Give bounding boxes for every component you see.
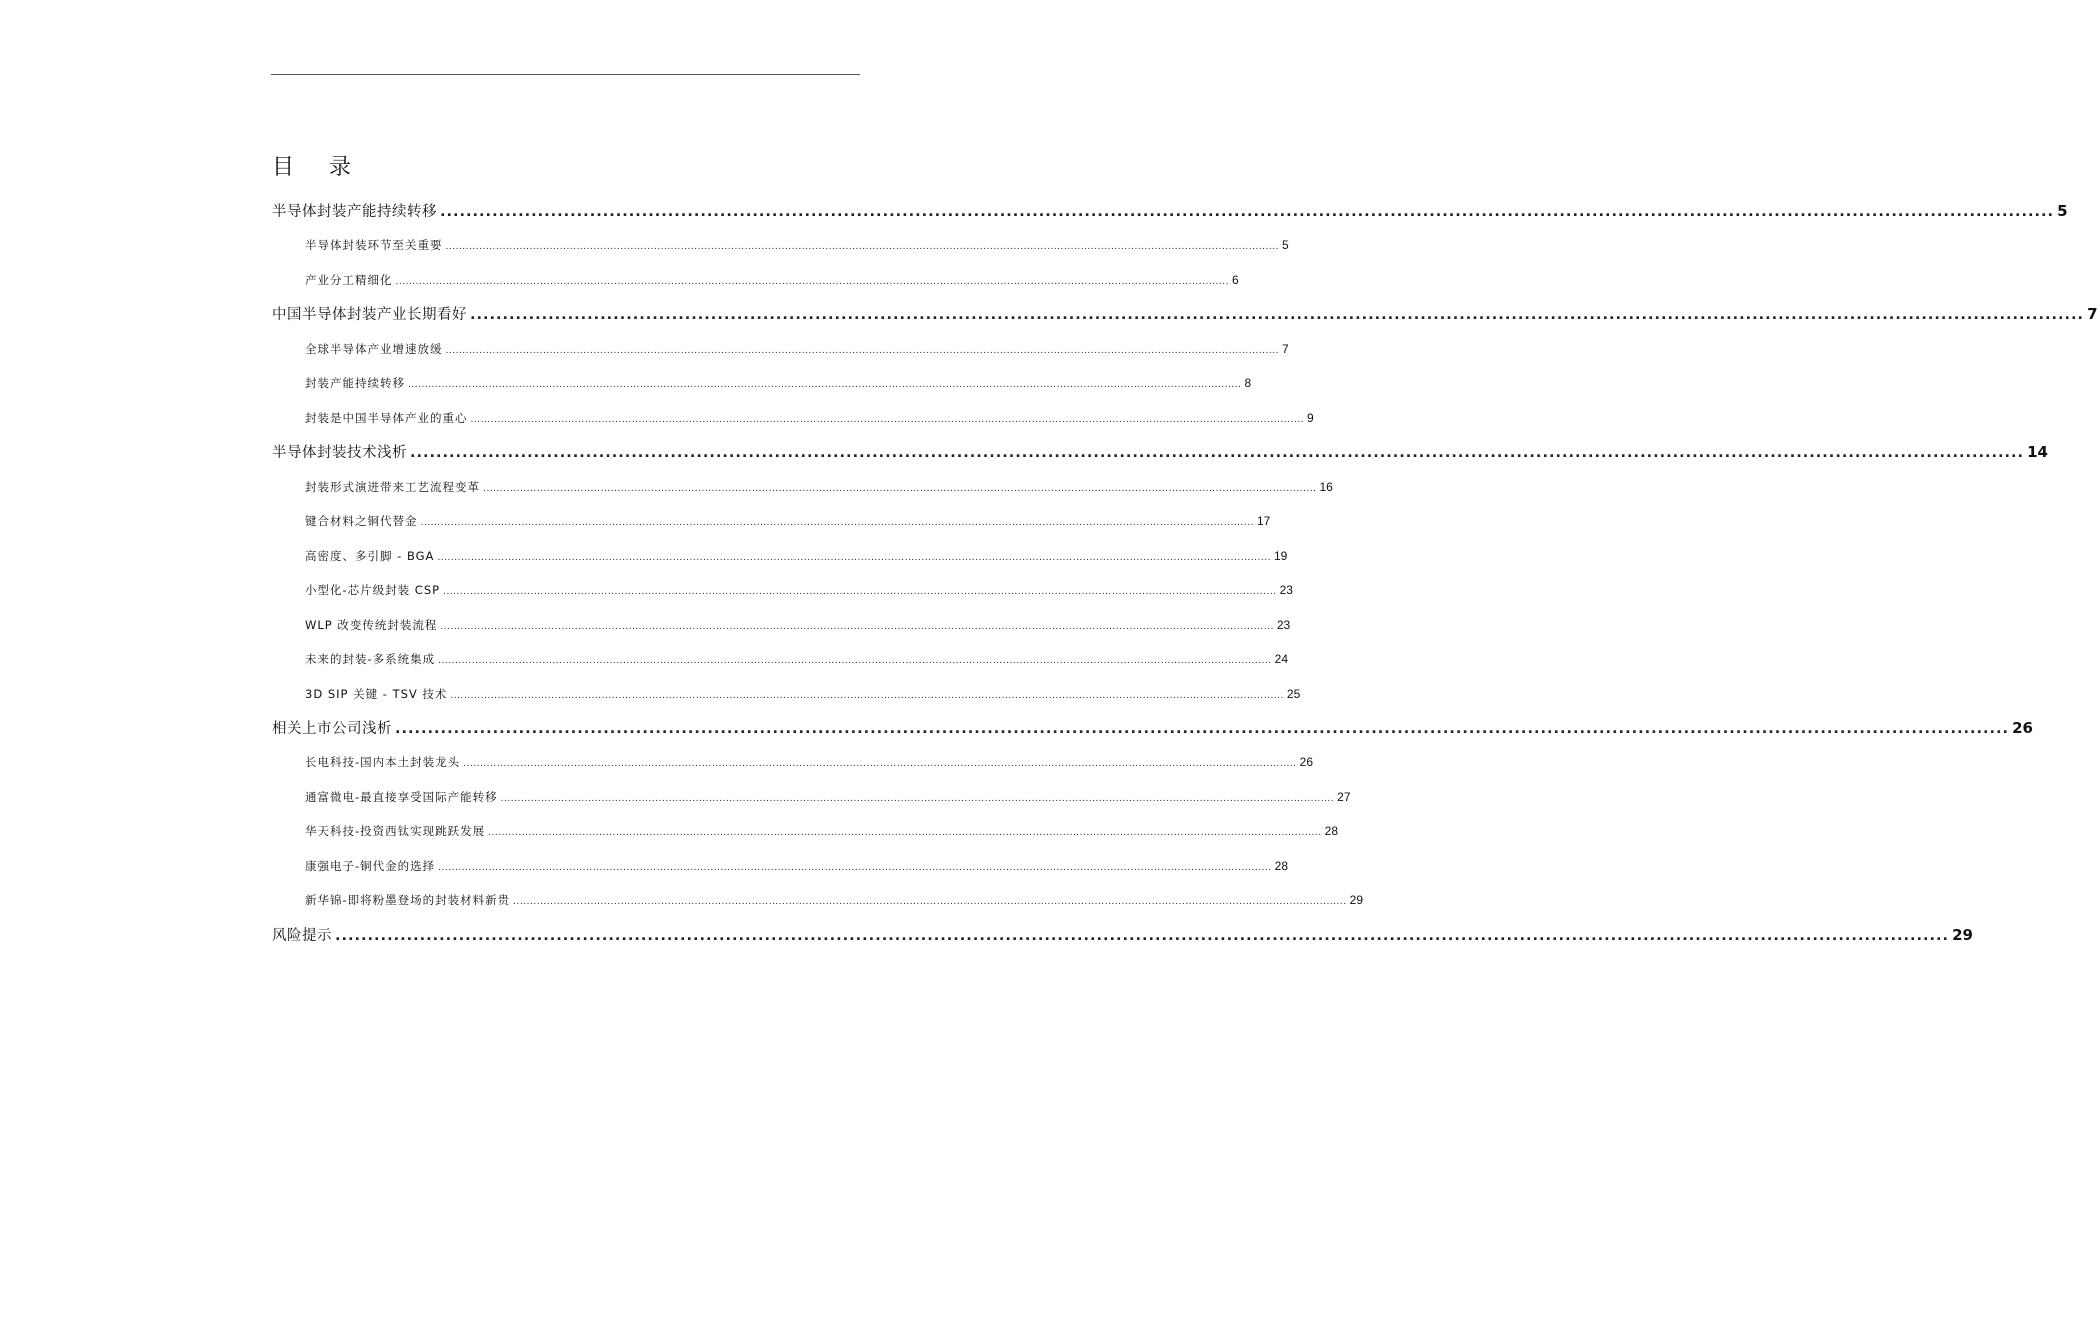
toc-entry-label: 长电科技-国内本土封装龙头: [305, 755, 461, 769]
toc-dot-leader: ........................................................................................................................................................................................................................................................: [410, 445, 2025, 461]
toc-dot-leader: ........................................................................................................................................................................................................................................................: [440, 204, 2055, 220]
toc-dot-leader: ........................................................................................................................................................................................................................................................: [443, 587, 1277, 597]
toc-entry-label: 相关上市公司浅析: [272, 721, 392, 737]
toc-dot-leader: ........................................................................................................................................................................................................................................................: [395, 277, 1229, 287]
toc-heading-entry[interactable]: [272, 441, 2048, 462]
toc-heading-entry[interactable]: [272, 200, 2068, 221]
toc-dot-leader: ........................................................................................................................................................................................................................................................: [440, 622, 1274, 632]
toc-entry-label: 风险提示: [272, 928, 332, 944]
toc-page-number: 7: [2087, 305, 2098, 323]
toc-dot-leader: ........................................................................................................................................................................................................................................................: [420, 518, 1254, 528]
toc-subheading-entry[interactable]: [305, 858, 1289, 874]
toc-page-number: 29: [1349, 893, 1364, 907]
toc-entry-label: 封装形式演进带来工艺流程变革: [305, 480, 480, 494]
toc-entry-label: 3D SIP 关键 - TSV 技术: [305, 687, 448, 701]
toc-dot-leader: ........................................................................................................................................................................................................................................................: [438, 656, 1272, 666]
toc-heading-entry[interactable]: [272, 717, 2033, 738]
toc-page-number: 14: [2027, 443, 2048, 461]
toc-heading-entry[interactable]: [272, 924, 1973, 945]
toc-subheading-entry[interactable]: [305, 754, 1314, 770]
toc-entry-label: 通富微电-最直接享受国际产能转移: [305, 790, 498, 804]
toc-page-number: 29: [1952, 926, 1973, 944]
header-rule: [271, 74, 860, 75]
toc-entry-label: 半导体封装技术浅析: [272, 445, 407, 461]
toc-subheading-entry[interactable]: [305, 410, 1314, 426]
toc-subheading-entry[interactable]: [305, 651, 1289, 667]
toc-page-number: 25: [1286, 687, 1301, 701]
toc-subheading-entry[interactable]: [305, 272, 1239, 288]
toc-page-number: 9: [1307, 411, 1314, 425]
toc-page-number: 23: [1276, 618, 1291, 632]
toc-page-number: 26: [1299, 755, 1314, 769]
toc-subheading-entry[interactable]: [305, 237, 1289, 253]
toc-dot-leader: ........................................................................................................................................................................................................................................................: [450, 691, 1284, 701]
toc-dot-leader: ........................................................................................................................................................................................................................................................: [408, 380, 1242, 390]
toc-page-number: 23: [1279, 583, 1293, 597]
toc-dot-leader: ........................................................................................................................................................................................................................................................: [445, 346, 1279, 356]
toc-page-number: 5: [1282, 238, 1289, 252]
toc-dot-leader: ........................................................................................................................................................................................................................................................: [438, 863, 1272, 873]
toc-entry-label: 华天科技-投资西钛实现跳跃发展: [305, 824, 486, 838]
toc-dot-leader: ........................................................................................................................................................................................................................................................: [483, 484, 1317, 494]
toc-page-number: 6: [1232, 273, 1239, 287]
toc-entry-label: 新华锦-即将粉墨登场的封装材料新贵: [305, 893, 511, 907]
toc-page-number: 28: [1274, 859, 1289, 873]
toc-page-number: 5: [2057, 202, 2068, 220]
toc-dot-leader: ........................................................................................................................................................................................................................................................: [463, 759, 1297, 769]
toc-subheading-entry[interactable]: [305, 823, 1339, 839]
toc-subheading-entry[interactable]: [305, 892, 1364, 908]
toc-page-number: 24: [1274, 652, 1289, 666]
toc-heading-entry[interactable]: [272, 303, 2098, 324]
toc-entry-label: WLP 改变传统封装流程: [305, 618, 438, 632]
toc-page-number: 7: [1282, 342, 1289, 356]
toc-entry-label: 封装是中国半导体产业的重心: [305, 411, 468, 425]
toc-entry-label: 小型化-芯片级封装 CSP: [305, 583, 441, 597]
toc-entry-label: 产业分工精细化: [305, 273, 393, 287]
toc-subheading-entry[interactable]: [305, 617, 1291, 633]
toc-dot-leader: ........................................................................................................................................................................................................................................................: [437, 553, 1271, 563]
toc-dot-leader: ........................................................................................................................................................................................................................................................: [488, 828, 1322, 838]
toc-dot-leader: ........................................................................................................................................................................................................................................................: [500, 794, 1335, 804]
toc-page-number: 17: [1257, 514, 1271, 528]
toc-subheading-entry[interactable]: [305, 686, 1301, 702]
toc-page-number: 16: [1319, 480, 1333, 494]
toc-entry-label: 未来的封装-多系统集成: [305, 652, 436, 666]
toc-title: 目 录: [272, 155, 365, 180]
toc-entry-label: 康强电子-铜代金的选择: [305, 859, 436, 873]
toc-entry-label: 半导体封装产能持续转移: [272, 204, 437, 220]
toc-subheading-entry[interactable]: [305, 548, 1288, 564]
toc-page-number: 27: [1337, 790, 1351, 804]
toc-dot-leader: ........................................................................................................................................................................................................................................................: [335, 928, 1950, 944]
toc-page-number: 8: [1244, 376, 1252, 390]
toc-page-number: 26: [2012, 719, 2033, 737]
toc-page-number: 28: [1324, 824, 1339, 838]
toc-subheading-entry[interactable]: [305, 479, 1333, 495]
toc-entry-label: 封装产能持续转移: [305, 376, 405, 390]
toc-dot-leader: ........................................................................................................................................................................................................................................................: [470, 415, 1304, 425]
toc-page-number: 19: [1273, 549, 1288, 563]
toc-subheading-entry[interactable]: [305, 582, 1293, 598]
toc-subheading-entry[interactable]: [305, 789, 1351, 805]
toc-entry-label: 键合材料之铜代替金: [305, 514, 418, 528]
toc-entry-label: 全球半导体产业增速放缓: [305, 342, 443, 356]
toc-subheading-entry[interactable]: [305, 513, 1271, 529]
toc-subheading-entry[interactable]: [305, 375, 1252, 391]
toc-dot-leader: ........................................................................................................................................................................................................................................................: [395, 721, 2010, 737]
toc-dot-leader: ........................................................................................................................................................................................................................................................: [513, 897, 1347, 907]
toc-subheading-entry[interactable]: [305, 341, 1289, 357]
toc-dot-leader: ........................................................................................................................................................................................................................................................: [445, 242, 1279, 252]
toc-entry-label: 半导体封装环节至关重要: [305, 238, 443, 252]
toc-entry-label: 中国半导体封装产业长期看好: [272, 307, 467, 323]
toc-dot-leader: ........................................................................................................................................................................................................................................................: [470, 307, 2085, 323]
toc-entry-label: 高密度、多引脚 - BGA: [305, 549, 435, 563]
